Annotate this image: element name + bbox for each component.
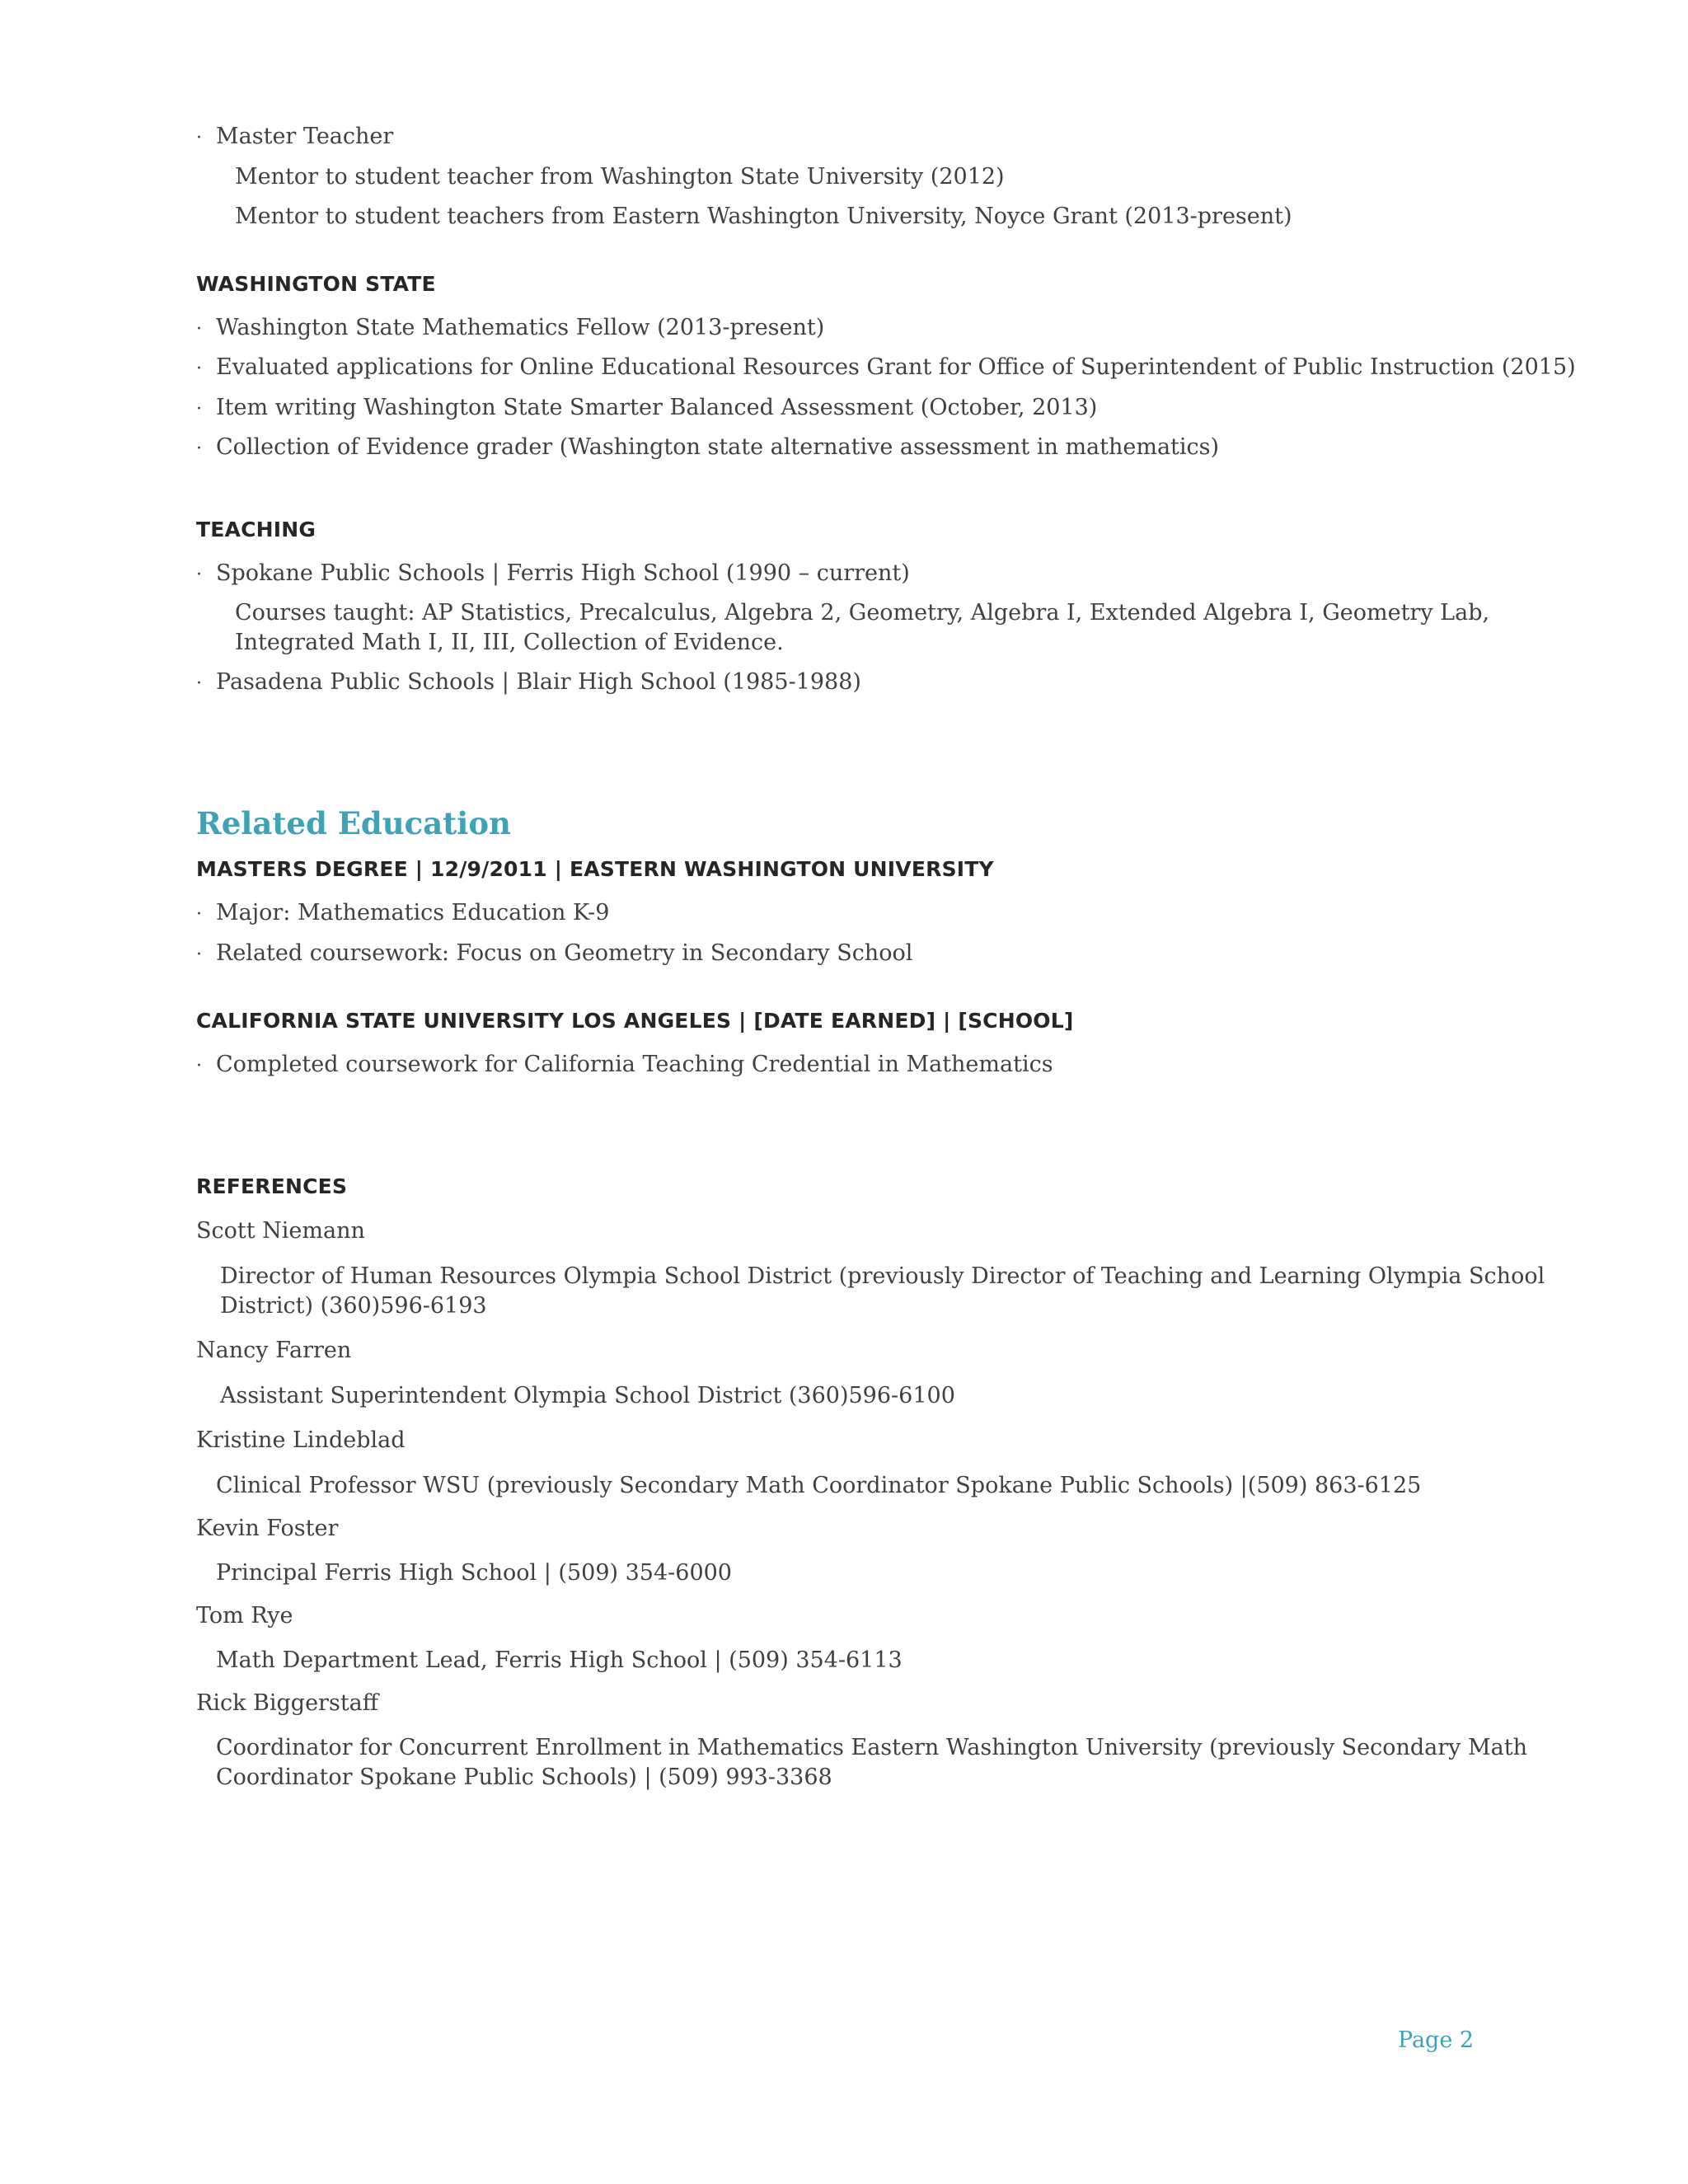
reference-name: Scott Niemann bbox=[196, 1218, 365, 1244]
bullet-item bbox=[196, 939, 912, 970]
detail-line: Mentor to student teachers from Eastern Washington University, Noyce Grant (2013-present) bbox=[235, 204, 1292, 229]
item-text: Completed coursework for California Teaching Credential in Mathematics bbox=[216, 1052, 1053, 1077]
item-text: Related coursework: Focus on Geometry in Secondary School bbox=[216, 940, 913, 966]
reference-detail: Assistant Superintendent Olympia School District (360)596-6100 bbox=[220, 1383, 955, 1408]
bullet-icon: · bbox=[196, 438, 202, 459]
reference-name: Kristine Lindeblad bbox=[196, 1427, 406, 1453]
detail-line: Integrated Math I, II, III, Collection of Evidence. bbox=[235, 630, 784, 655]
reference-name: Kevin Foster bbox=[196, 1516, 339, 1541]
bullet-item bbox=[196, 313, 824, 344]
bullet-item bbox=[196, 353, 1576, 384]
section-title: Related Education bbox=[196, 805, 511, 841]
bullet-icon: · bbox=[196, 944, 202, 965]
reference-name: Tom Rye bbox=[196, 1603, 293, 1629]
bullet-item bbox=[196, 1050, 1053, 1081]
bullet-icon: · bbox=[196, 359, 202, 379]
reference-detail: Principal Ferris High School | (509) 354-6000 bbox=[216, 1560, 732, 1586]
reference-detail: Coordinator Spokane Public Schools) | (509) 993-3368 bbox=[216, 1765, 832, 1790]
reference-name: Rick Biggerstaff bbox=[196, 1690, 378, 1716]
item-text: Item writing Washington State Smarter Balanced Assessment (October, 2013) bbox=[216, 395, 1098, 420]
bullet-item bbox=[196, 433, 1219, 464]
bullet-item bbox=[196, 393, 1097, 424]
bullet-icon: · bbox=[196, 1056, 202, 1076]
bullet-icon: · bbox=[196, 128, 202, 148]
item-text: Collection of Evidence grader (Washington state alternative assessment in mathematics) bbox=[216, 434, 1220, 460]
item-text: Major: Mathematics Education K-9 bbox=[216, 900, 610, 926]
bullet-item bbox=[196, 122, 393, 153]
detail-line: Courses taught: AP Statistics, Precalculus, Algebra 2, Geometry, Algebra I, Extended Algebra I, Geometry Lab, bbox=[235, 600, 1490, 626]
page-number: Page 2 bbox=[1398, 2027, 1475, 2053]
reference-detail: Math Department Lead, Ferris High School | (509) 354-6113 bbox=[216, 1647, 903, 1673]
subsection-heading: REFERENCES bbox=[196, 1174, 348, 1198]
subsection-heading: MASTERS DEGREE | 12/9/2011 | EASTERN WASHINGTON UNIVERSITY bbox=[196, 857, 994, 881]
item-text: Evaluated applications for Online Educational Resources Grant for Office of Superintendent of Public Instruction (2015) bbox=[216, 354, 1576, 380]
subsection-heading: WASHINGTON STATE bbox=[196, 272, 436, 296]
item-text: Washington State Mathematics Fellow (2013-present) bbox=[216, 315, 825, 340]
reference-detail: Director of Human Resources Olympia School District (previously Director of Teaching and Learning Olympia School bbox=[220, 1263, 1545, 1289]
bullet-icon: · bbox=[196, 904, 202, 925]
bullet-icon: · bbox=[196, 399, 202, 419]
bullet-icon: · bbox=[196, 565, 202, 585]
reference-detail: District) (360)596-6193 bbox=[220, 1293, 487, 1319]
reference-detail: Clinical Professor WSU (previously Secondary Math Coordinator Spokane Public Schools) |(509) 863-6125 bbox=[216, 1473, 1422, 1498]
bullet-item bbox=[196, 898, 609, 930]
bullet-item bbox=[196, 668, 861, 699]
bullet-item bbox=[196, 559, 910, 590]
subsection-heading: TEACHING bbox=[196, 518, 316, 541]
detail-line: Mentor to student teacher from Washington State University (2012) bbox=[235, 164, 1005, 190]
bullet-icon: · bbox=[196, 673, 202, 694]
item-text: Pasadena Public Schools | Blair High School (1985-1988) bbox=[216, 669, 861, 695]
reference-detail: Coordinator for Concurrent Enrollment in Mathematics Eastern Washington University (previously Secondary Math bbox=[216, 1735, 1527, 1760]
subsection-heading: CALIFORNIA STATE UNIVERSITY LOS ANGELES | [DATE EARNED] | [SCHOOL] bbox=[196, 1009, 1074, 1033]
item-text: Spokane Public Schools | Ferris High School (1990 – current) bbox=[216, 560, 910, 586]
item-text: Master Teacher bbox=[216, 124, 394, 149]
bullet-icon: · bbox=[196, 319, 202, 340]
reference-name: Nancy Farren bbox=[196, 1338, 352, 1363]
